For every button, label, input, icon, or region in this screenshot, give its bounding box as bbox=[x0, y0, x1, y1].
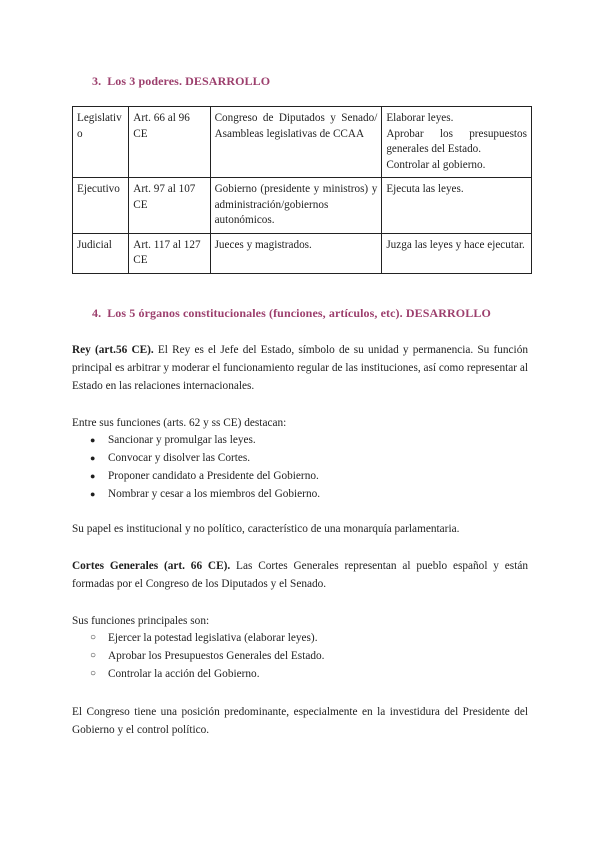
list-item-text: Proponer candidato a Presidente del Gobierno. bbox=[108, 470, 319, 482]
poder-cell: Legislativo bbox=[73, 107, 129, 178]
rey-functions-list bbox=[72, 431, 528, 503]
cortes-functions-intro: Sus funciones principales son: bbox=[72, 615, 210, 627]
articulos-cell: Art. 117 al 127 CE bbox=[129, 233, 210, 273]
hollow-bullet-icon: ○ bbox=[90, 668, 97, 679]
rey-label: Rey (art.56 CE). bbox=[72, 344, 154, 356]
bullet-icon: ● bbox=[90, 435, 96, 445]
poder-cell: Ejecutivo bbox=[73, 178, 129, 234]
list-item-text: Sancionar y promulgar las leyes. bbox=[108, 434, 256, 446]
cortes-functions-list bbox=[72, 629, 528, 683]
list-item-text: Convocar y disolver las Cortes. bbox=[108, 452, 251, 464]
hollow-bullet-icon: ○ bbox=[90, 632, 97, 643]
table-row bbox=[73, 233, 532, 273]
list-item bbox=[72, 485, 528, 503]
organos-cell: Jueces y magistrados. bbox=[210, 233, 382, 273]
poderes-table bbox=[72, 106, 532, 274]
list-item-text: Nombrar y cesar a los miembros del Gobierno. bbox=[108, 488, 321, 500]
hollow-bullet-icon: ○ bbox=[90, 650, 97, 661]
table-row bbox=[73, 107, 532, 178]
section-3-title: Los 3 poderes. DESARROLLO bbox=[107, 74, 271, 88]
organos-cell: Congreso de Diputados y Senado/ Asambleas legislativas de CCAA bbox=[210, 107, 382, 178]
list-item bbox=[72, 647, 528, 665]
cortes-paragraph bbox=[72, 557, 528, 593]
list-item bbox=[72, 629, 528, 647]
organos-cell: Gobierno (presidente y ministros) y administración/gobiernos autonómicos. bbox=[210, 178, 382, 234]
list-item-text: Controlar la acción del Gobierno. bbox=[108, 668, 260, 680]
bullet-icon: ● bbox=[90, 471, 96, 481]
funcion-line: Juzga las leyes y hace ejecutar. bbox=[386, 238, 525, 251]
funcion-line: Controlar al gobierno. bbox=[386, 158, 486, 171]
list-item bbox=[72, 665, 528, 683]
rey-closing: Su papel es institucional y no político, característico de una monarquía parlamentaria. bbox=[72, 523, 460, 535]
cortes-label: Cortes Generales (art. 66 CE). bbox=[72, 560, 231, 572]
funciones-cell bbox=[382, 178, 532, 234]
list-item-text: Ejercer la potestad legislativa (elaborar leyes). bbox=[108, 632, 318, 644]
bullet-icon: ● bbox=[90, 489, 96, 499]
cortes-closing: El Congreso tiene una posición predominante, especialmente en la investidura del Presidente del Gobierno y el control político. bbox=[72, 706, 528, 736]
funcion-line: Aprobar los presupuestos generales del Estado. bbox=[386, 127, 527, 155]
section-4-number: 4. bbox=[92, 306, 102, 320]
poder-cell: Judicial bbox=[73, 233, 129, 273]
list-item-text: Aprobar los Presupuestos Generales del Estado. bbox=[108, 650, 325, 662]
funciones-cell bbox=[382, 107, 532, 178]
list-item bbox=[72, 431, 528, 449]
list-item bbox=[72, 467, 528, 485]
articulos-cell: Art. 66 al 96 CE bbox=[129, 107, 210, 178]
list-item bbox=[72, 449, 528, 467]
section-4-title: Los 5 órganos constitucionales (funciones, artículos, etc). DESARROLLO bbox=[107, 306, 491, 320]
funcion-line: Elaborar leyes. bbox=[386, 112, 454, 124]
funciones-cell bbox=[382, 233, 532, 273]
section-4-heading bbox=[92, 306, 491, 321]
section-3-heading bbox=[92, 74, 270, 89]
rey-functions-intro: Entre sus funciones (arts. 62 y ss CE) destacan: bbox=[72, 417, 287, 429]
rey-text: El Rey es el Jefe del Estado, símbolo de su unidad y permanencia. Su función principal es arbitrar y moderar el funcionamiento regular de las instituciones, así como representar al Estado en las relaciones internacionales. bbox=[72, 344, 528, 392]
bullet-icon: ● bbox=[90, 453, 96, 463]
section-3-number: 3. bbox=[92, 74, 102, 88]
cortes-text: Las Cortes Generales representan al pueblo español y están formadas por el Congreso de los Diputados y el Senado. bbox=[72, 560, 528, 590]
rey-paragraph bbox=[72, 341, 528, 395]
articulos-cell: Art. 97 al 107 CE bbox=[129, 178, 210, 234]
funcion-line: Ejecuta las leyes. bbox=[386, 183, 464, 195]
table-row bbox=[73, 178, 532, 234]
